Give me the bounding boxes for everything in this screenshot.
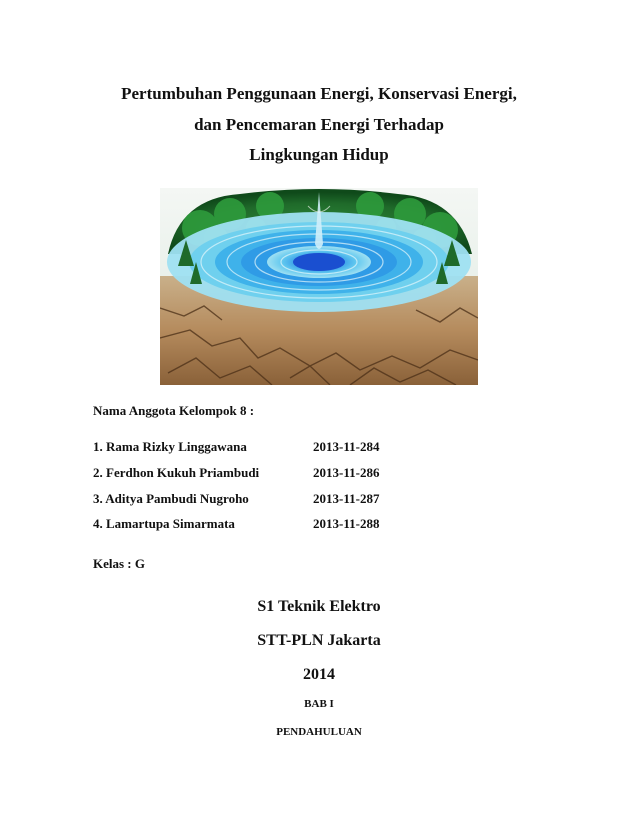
- document-title-line-3: Lingkungan Hidup: [249, 145, 389, 164]
- year-label: 2014: [303, 666, 335, 683]
- institution-name: STT-PLN Jakarta: [257, 632, 381, 649]
- member-id: 2013-11-288: [313, 516, 380, 531]
- member-name: 1. Rama Rizky Linggawana: [93, 439, 247, 454]
- member-row: [93, 516, 513, 534]
- member-name: 4. Lamartupa Simarmata: [93, 516, 235, 531]
- cover-image: [160, 188, 478, 385]
- member-name: 2. Ferdhon Kukuh Priambudi: [93, 465, 260, 480]
- study-program: S1 Teknik Elektro: [257, 598, 381, 615]
- member-row: [93, 491, 513, 509]
- chapter-heading: BAB I: [304, 698, 334, 710]
- member-row: [93, 439, 513, 457]
- members-heading: Nama Anggota Kelompok 8 :: [93, 403, 255, 418]
- chapter-title: PENDAHULUAN: [276, 726, 362, 738]
- member-name: 3. Aditya Pambudi Nugroho: [93, 491, 249, 506]
- member-row: [93, 465, 513, 483]
- document-title-line-1: Pertumbuhan Penggunaan Energi, Konservasi Energi,: [121, 84, 517, 103]
- cover-illustration: [160, 188, 478, 385]
- member-id: 2013-11-287: [313, 491, 380, 506]
- document-title-line-2: dan Pencemaran Energi Terhadap: [194, 115, 444, 134]
- member-id: 2013-11-284: [313, 439, 380, 454]
- class-label: Kelas : G: [93, 556, 145, 571]
- member-id: 2013-11-286: [313, 465, 380, 480]
